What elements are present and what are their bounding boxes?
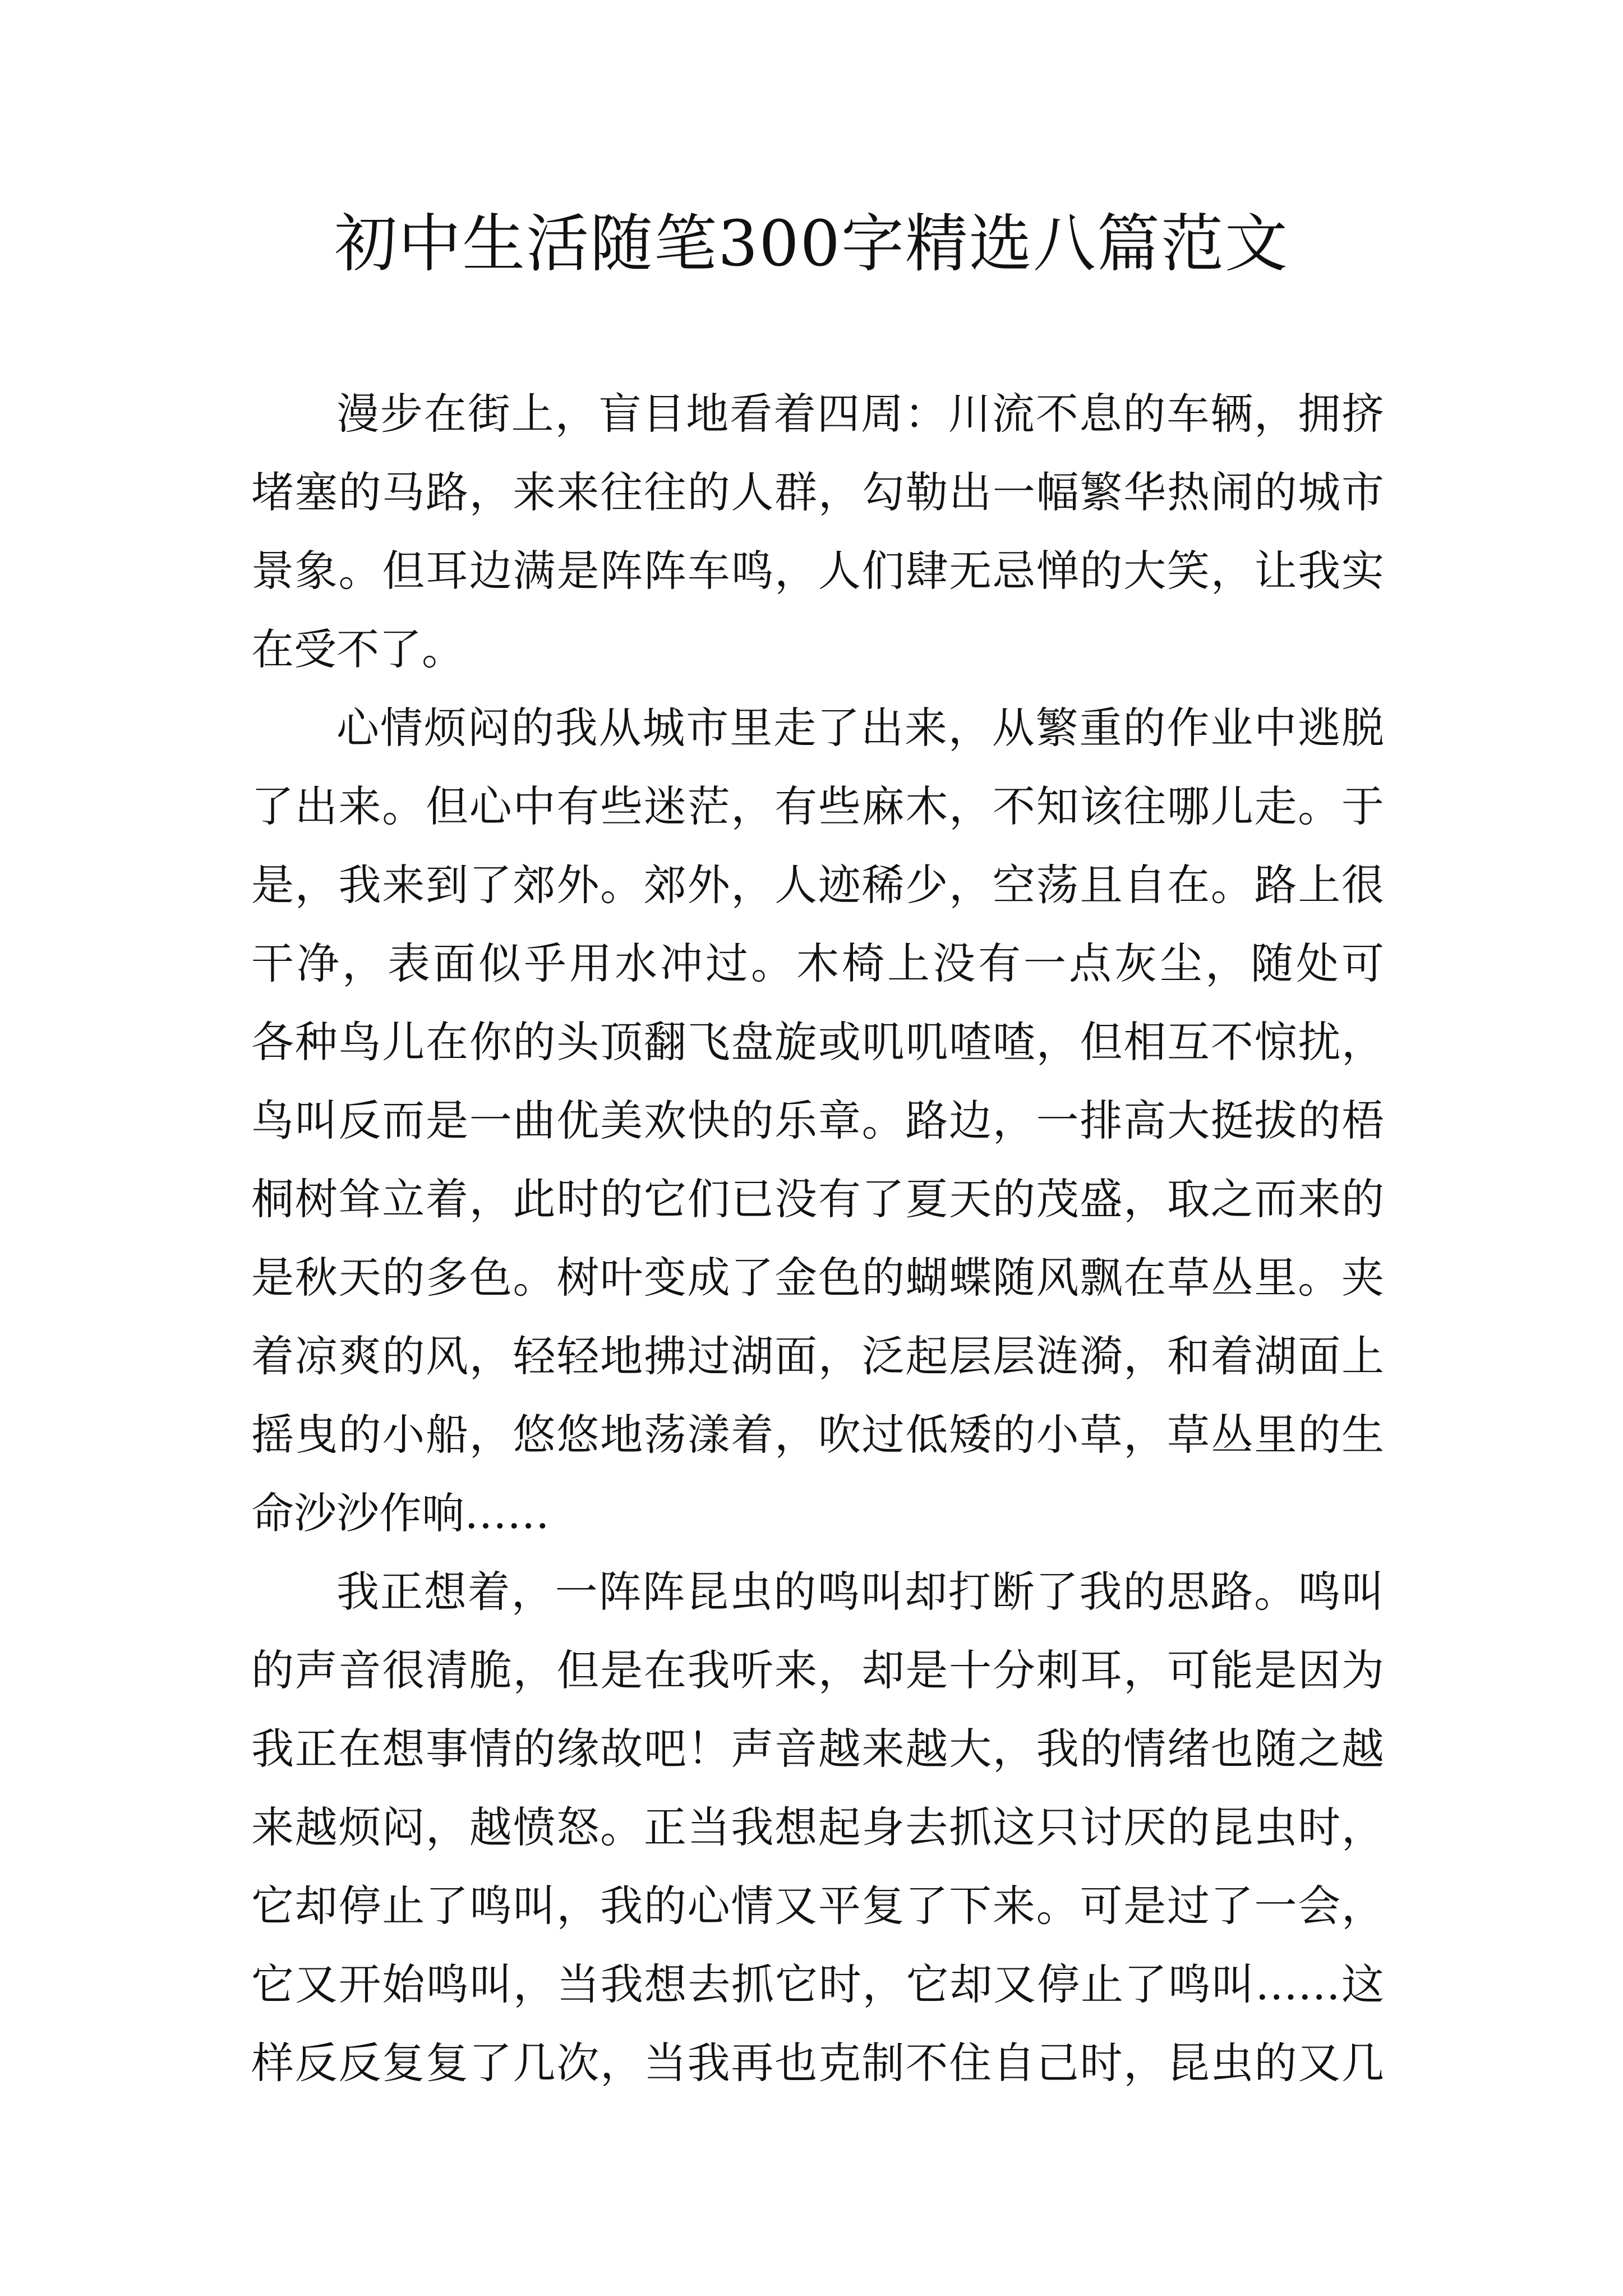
paragraph — [251, 375, 1384, 689]
text-line: 样反反复复了几次，当我再也克制不住自己时，昆虫的又几 — [251, 2038, 1384, 2088]
text-line: 各种鸟儿在你的头顶翻飞盘旋或叽叽喳喳，但相互不惊扰， — [251, 1017, 1384, 1067]
paragraph — [251, 689, 1384, 1553]
text-line: 景象。但耳边满是阵阵车鸣，人们肆无忌惮的大笑，让我实 — [251, 546, 1384, 596]
text-line: 命沙沙作响…… — [251, 1488, 550, 1538]
text-line: 干净，表面似乎用水冲过。木椅上没有一点灰尘，随处可 — [251, 938, 1384, 988]
text-line: 我正在想事情的缘故吧！声音越来越大，我的情绪也随之越 — [251, 1724, 1384, 1774]
text-line: 堵塞的马路，来来往往的人群，勾勒出一幅繁华热闹的城市 — [251, 467, 1384, 517]
text-line: 是，我来到了郊外。郊外，人迹稀少，空荡且自在。路上很 — [251, 860, 1384, 910]
text-line: 它却停止了鸣叫，我的心情又平复了下来。可是过了一会， — [251, 1881, 1384, 1931]
document-body — [251, 375, 1384, 2102]
text-line: 鸟叫反而是一曲优美欢快的乐章。路边，一排高大挺拔的梧 — [251, 1096, 1384, 1145]
paragraph — [251, 1553, 1384, 2102]
document-title: 初中生活随笔300字精选八篇范文 — [334, 208, 1289, 280]
text-line: 桐树耸立着，此时的它们已没有了夏天的茂盛，取之而来的 — [251, 1174, 1384, 1224]
text-line: 是秋天的多色。树叶变成了金色的蝴蝶随风飘在草丛里。夹 — [251, 1253, 1384, 1303]
text-line: 摇曳的小船，悠悠地荡漾着，吹过低矮的小草，草丛里的生 — [251, 1410, 1384, 1460]
text-line: 了出来。但心中有些迷茫，有些麻木，不知该往哪儿走。于 — [251, 781, 1384, 831]
text-line: 着凉爽的风，轻轻地拂过湖面，泛起层层涟漪，和着湖面上 — [251, 1331, 1384, 1381]
text-line: 在受不了。 — [251, 624, 464, 674]
text-line: 它又开始鸣叫，当我想去抓它时，它却又停止了鸣叫……这 — [251, 1959, 1384, 2009]
text-line: 的声音很清脆，但是在我听来，却是十分刺耳，可能是因为 — [251, 1645, 1384, 1695]
text-line: 心情烦闷的我从城市里走了出来，从繁重的作业中逃脱 — [336, 703, 1384, 753]
text-line: 漫步在街上，盲目地看着四周：川流不息的车辆，拥挤 — [336, 389, 1384, 439]
text-line: 我正想着，一阵阵昆虫的鸣叫却打断了我的思路。鸣叫 — [336, 1567, 1384, 1617]
text-line: 来越烦闷，越愤怒。正当我想起身去抓这只讨厌的昆虫时， — [251, 1802, 1384, 1852]
